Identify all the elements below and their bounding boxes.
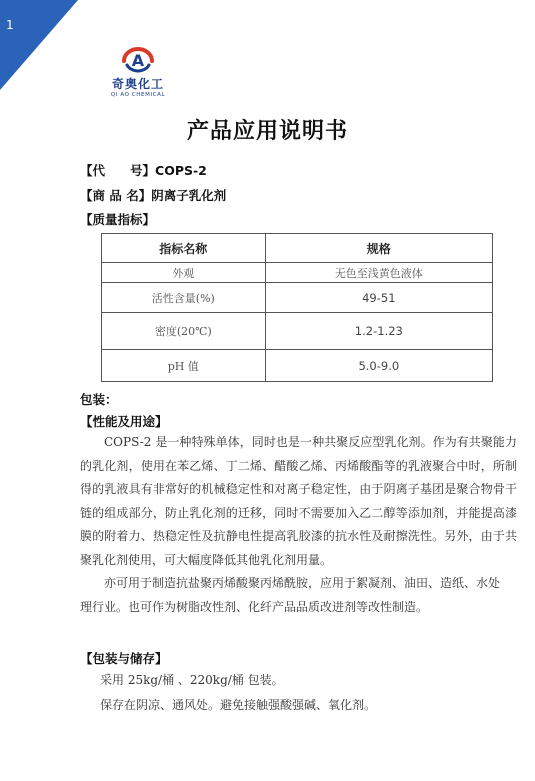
table-cell: 密度(20℃): [102, 313, 266, 350]
quality-heading: 【质量指标】: [80, 212, 156, 227]
performance-paragraph-1: COPS-2 是一种特殊单体，同时也是一种共聚反应型乳化剂。作为有共聚能力的乳化剂，使用在苯乙烯、丁二烯、醋酸乙烯、丙烯酸酯等的乳液聚合中时，所制得的乳液具有非常好的机械稳定性和对离子稳定性，由于阴离子基团是聚合物骨干链的组成部分，防止乳化剂的迁移，同时不需要加入乙二醇等添加剂，并能提高漆膜的附着力、热稳定性及抗静电性提高乳胶漆的抗水性及耐擦洗性。另外，由于共聚乳化剂使用，可大幅度降低其他乳化剂用量。: [80, 435, 517, 567]
product-label: 【商 品 名】: [80, 188, 152, 203]
spec-table: [101, 233, 493, 382]
packaging-label: 包装：: [80, 392, 118, 407]
table-cell: 49-51: [265, 283, 492, 313]
table-cell: 活性含量(%): [102, 283, 266, 313]
code-label: 【代 号】: [80, 163, 156, 178]
storage-heading: 【包装与储存】: [80, 651, 168, 666]
storage-line-1: 采用 25kg/桶 、220kg/桶 包装。: [100, 673, 284, 687]
company-logo: [98, 44, 178, 98]
corner-ribbon: [0, 0, 78, 90]
performance-heading: 【性能及用途】: [80, 414, 168, 429]
table-row: [102, 283, 493, 313]
logo-name-en: QI AO CHEMICAL: [110, 92, 166, 98]
table-header-spec: 规格: [265, 234, 492, 263]
table-row: [102, 350, 493, 382]
table-header-row: [102, 234, 493, 263]
table-cell: pH 值: [102, 350, 266, 382]
logo-name-cn: 奇奥化工: [111, 77, 164, 91]
product-value: 阴离子乳化剂: [151, 188, 227, 203]
page-number: 1: [6, 18, 14, 32]
table-row: [102, 313, 493, 350]
table-cell: 外观: [102, 263, 266, 283]
logo-letter: A: [131, 51, 145, 70]
code-value: COPS-2: [155, 163, 207, 178]
performance-paragraph-2: 亦可用于制造抗盐聚丙烯酸聚丙烯酰胺，应用于絮凝剂、油田、造纸、水处理行业。也可作为树脂改性剂、化纤产品品质改进剂等改性制造。: [80, 576, 501, 614]
table-header-name: 指标名称: [102, 234, 266, 263]
document-title: 产品应用说明书: [186, 119, 348, 144]
table-cell: 无色至浅黄色液体: [265, 263, 492, 283]
table-cell: 5.0-9.0: [265, 350, 492, 382]
product-name-field: [80, 186, 226, 204]
logo-emblem-icon: [121, 44, 155, 74]
table-row: [102, 263, 493, 283]
table-cell: 1.2-1.23: [265, 313, 492, 350]
code-field: [80, 161, 207, 179]
storage-line-2: 保存在阴凉、通风处。避免接触强酸强碱、氧化剂。: [100, 698, 377, 712]
